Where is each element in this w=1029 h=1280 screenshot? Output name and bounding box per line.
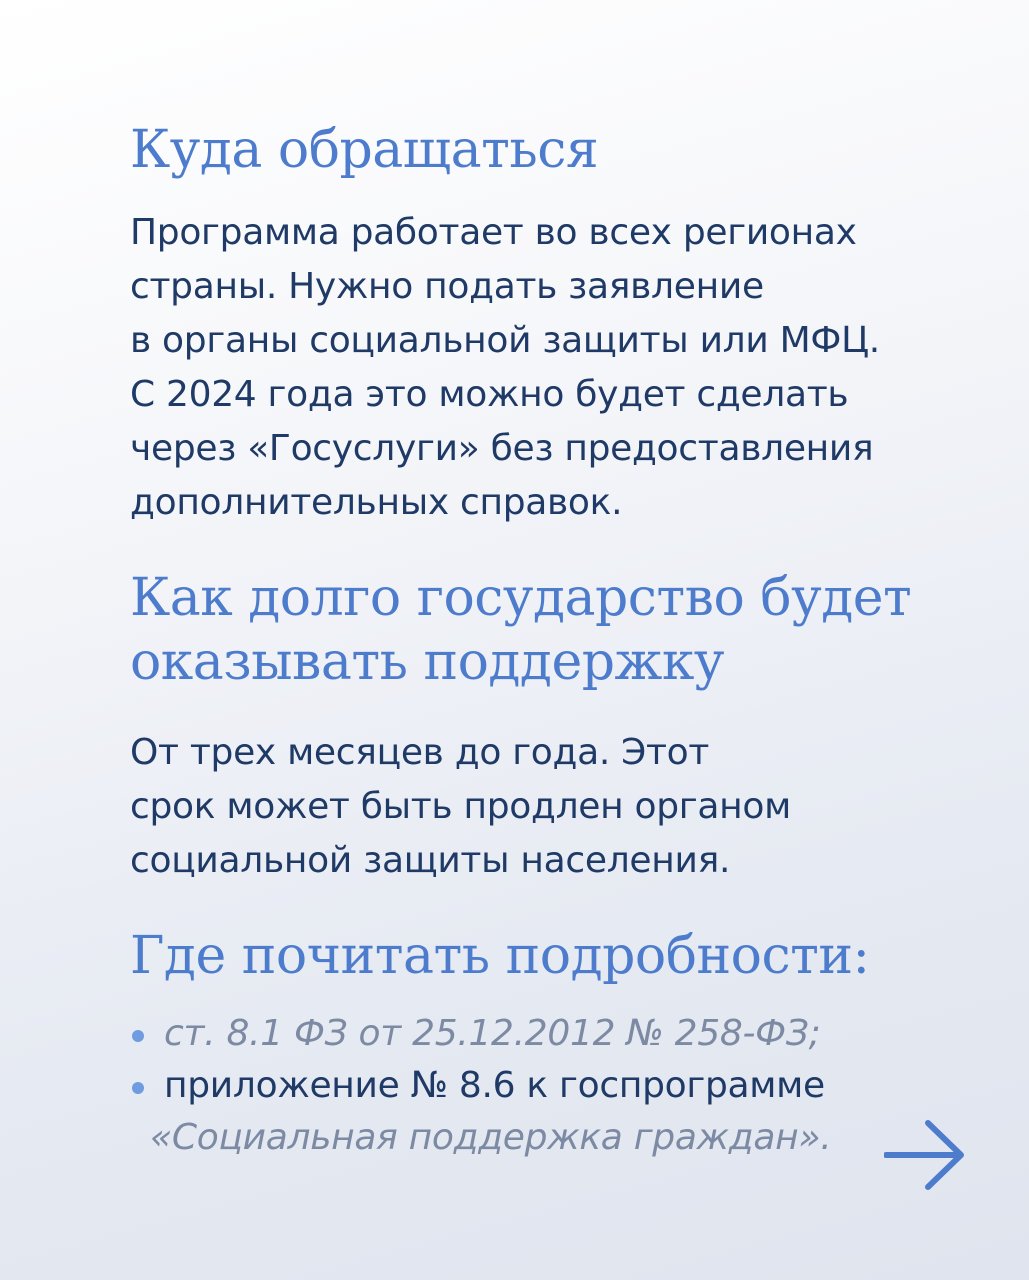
text-line: Программа работает во всех регионах: [130, 212, 857, 253]
title-line: оказывать поддержку: [130, 632, 724, 692]
text-line: срок может быть продлен органом: [130, 786, 792, 827]
references-list: [130, 1008, 990, 1164]
list-item: [130, 1008, 990, 1060]
reference-program: приложение № 8.6 к госпрограмме: [164, 1065, 825, 1106]
text-line: С 2024 года это можно будет сделать: [130, 374, 849, 415]
section-title-where-to-apply: Куда обращаться: [130, 120, 599, 180]
reference-law: ст. 8.1 ФЗ от 25.12.2012 № 258-ФЗ;: [164, 1013, 821, 1054]
text-line: страны. Нужно подать заявление: [130, 266, 764, 307]
section-title-support-duration: [130, 566, 990, 694]
text-line: в органы социальной защиты или МФЦ.: [130, 320, 880, 361]
title-line: Как долго государство будет: [130, 568, 912, 628]
bullet-dot-icon: [132, 1082, 144, 1094]
text-line: социальной защиты населения.: [130, 840, 731, 881]
bullet-dot-icon: [132, 1030, 144, 1042]
section-text-where-to-apply: [130, 206, 990, 530]
arrow-right-icon[interactable]: [884, 1118, 966, 1192]
reference-program-name: «Социальная поддержка граждан».: [150, 1117, 832, 1158]
section-title-details: Где почитать подробности:: [130, 926, 870, 986]
text-line: через «Госуслуги» без предоставления: [130, 428, 874, 469]
info-card: [130, 118, 990, 1164]
text-line: дополнительных справок.: [130, 482, 623, 523]
list-item: [130, 1060, 990, 1164]
text-line: От трех месяцев до года. Этот: [130, 732, 710, 773]
section-text-support-duration: [130, 726, 990, 888]
